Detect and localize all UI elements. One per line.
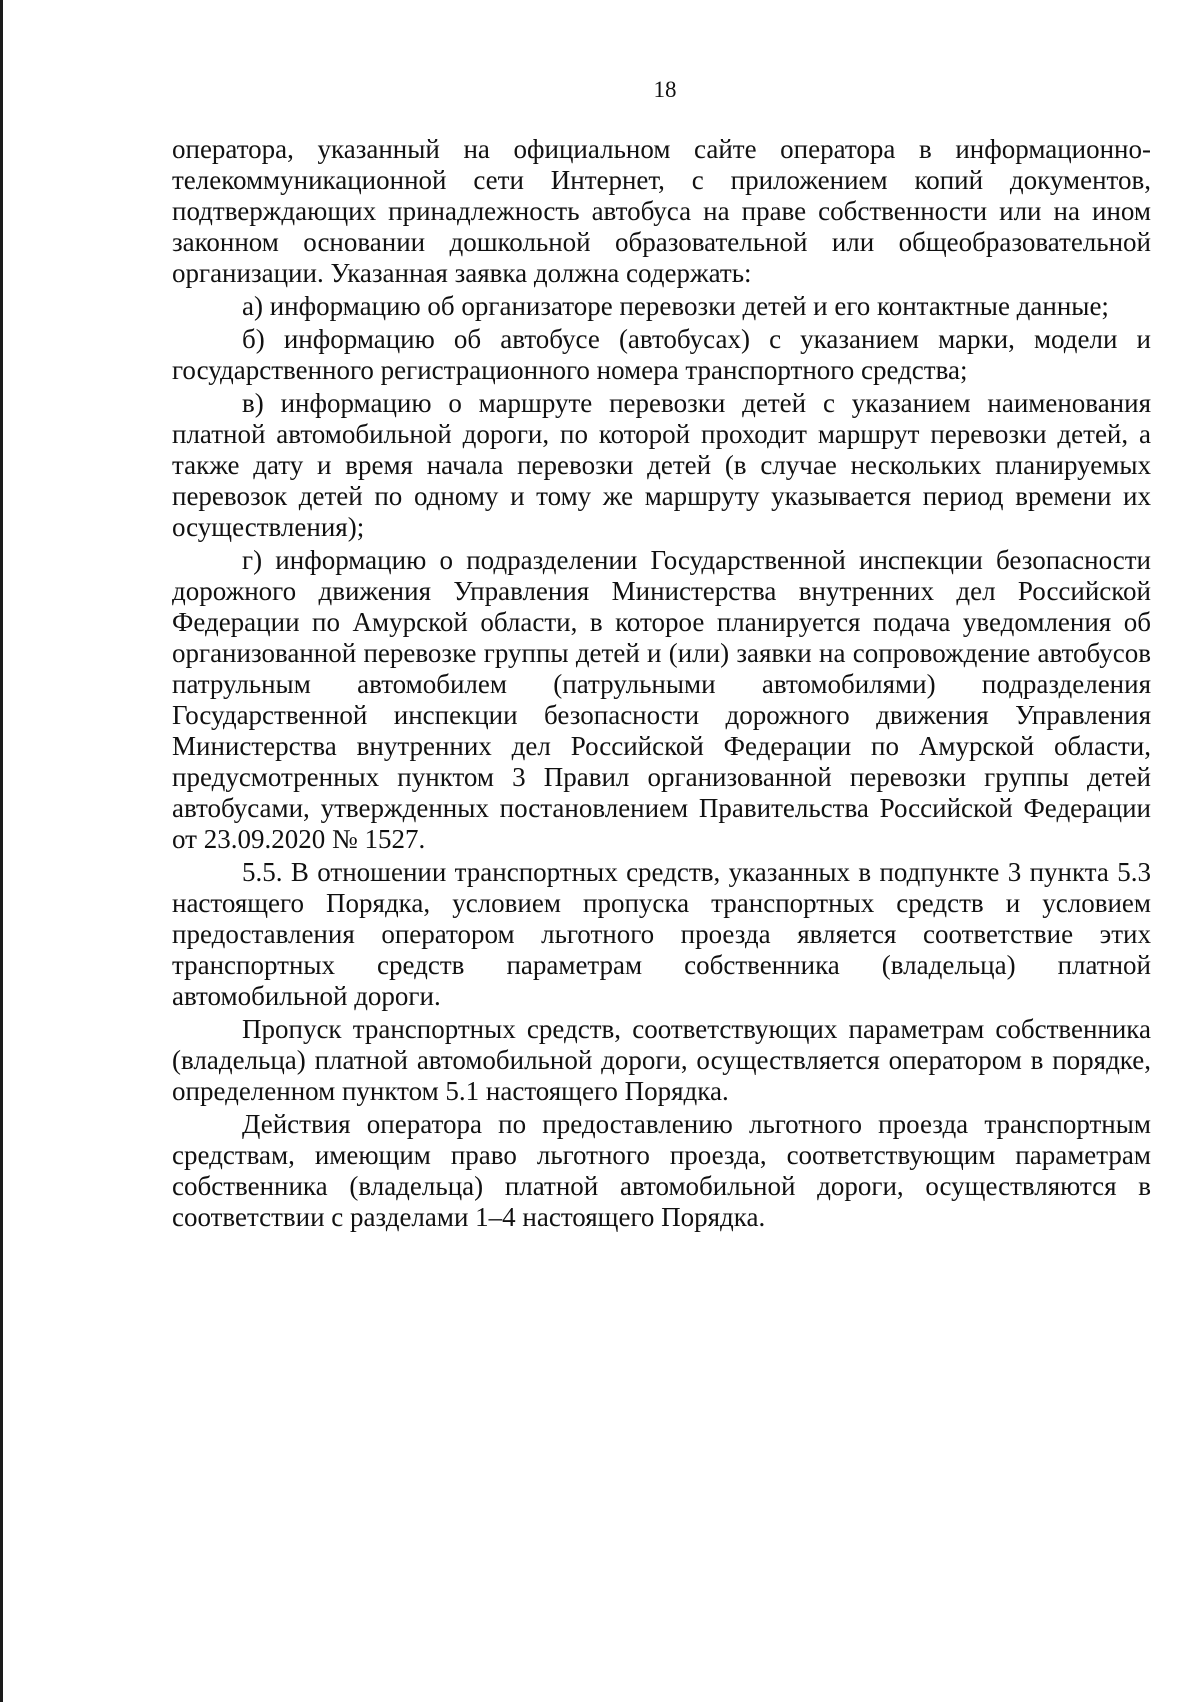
document-body <box>172 134 1151 1235</box>
section-5-5-paragraph: 5.5. В отношении транспортных средств, указанных в подпункте 3 пункта 5.3 настоящего Порядка, условием пропуска транспортных средств и условием предоставления оператором льготного проезда является соответствие этих транспортных средств параметрам собственника (владельца) платной автомобильной дороги. <box>172 857 1151 1011</box>
list-item-v: в) информацию о маршруте перевозки детей с указанием наименования платной автомобильной дороги, по которой проходит маршрут перевозки детей, а также дату и время начала перевозки детей (в случае нескольких планируемых перевозок детей по одному и тому же маршруту указывается период времени их осуществления); <box>172 388 1151 542</box>
scan-edge <box>0 0 3 1702</box>
operator-actions-paragraph: Действия оператора по предоставлению льготного проезда транспортным средствам, имеющим право льготного проезда, соответствующим параметрам собственника (владельца) платной автомобильной дороги, осуществляются в соответствии с разделами 1–4 настоящего Порядка. <box>172 1109 1151 1232</box>
paragraph-continuation: оператора, указанный на официальном сайте оператора в информационно-телекоммуникационной сети Интернет, с приложением копий документов, подтверждающих принадлежность автобуса на праве собственности или на ином законном основании дошкольной образовательной или общеобразовательной организации. Указанная заявка должна содержать: <box>172 134 1151 288</box>
list-item-b: б) информацию об автобусе (автобусах) с указанием марки, модели и государственного регистрационного номера транспортного средства; <box>172 324 1151 385</box>
pass-procedure-paragraph: Пропуск транспортных средств, соответствующих параметрам собственника (владельца) платной автомобильной дороги, осуществляется оператором в порядке, определенном пунктом 5.1 настоящего Порядка. <box>172 1014 1151 1106</box>
list-item-g: г) информацию о подразделении Государственной инспекции безопасности дорожного движения Управления Министерства внутренних дел Российской Федерации по Амурской области, в которое планируется подача уведомления об организованной перевозке группы детей и (или) заявки на сопровождение автобусов патрульным автомобилем (патрульными автомобилями) подразделения Государственной инспекции безопасности дорожного движения Управления Министерства внутренних дел Российской Федерации по Амурской области, предусмотренных пунктом 3 Правил организованной перевозки группы детей автобусами, утвержденных постановлением Правительства Российской Федерации от 23.09.2020 № 1527. <box>172 545 1151 854</box>
page-number: 18 <box>653 77 677 102</box>
list-item-a: а) информацию об организаторе перевозки детей и его контактные данные; <box>242 291 1109 321</box>
